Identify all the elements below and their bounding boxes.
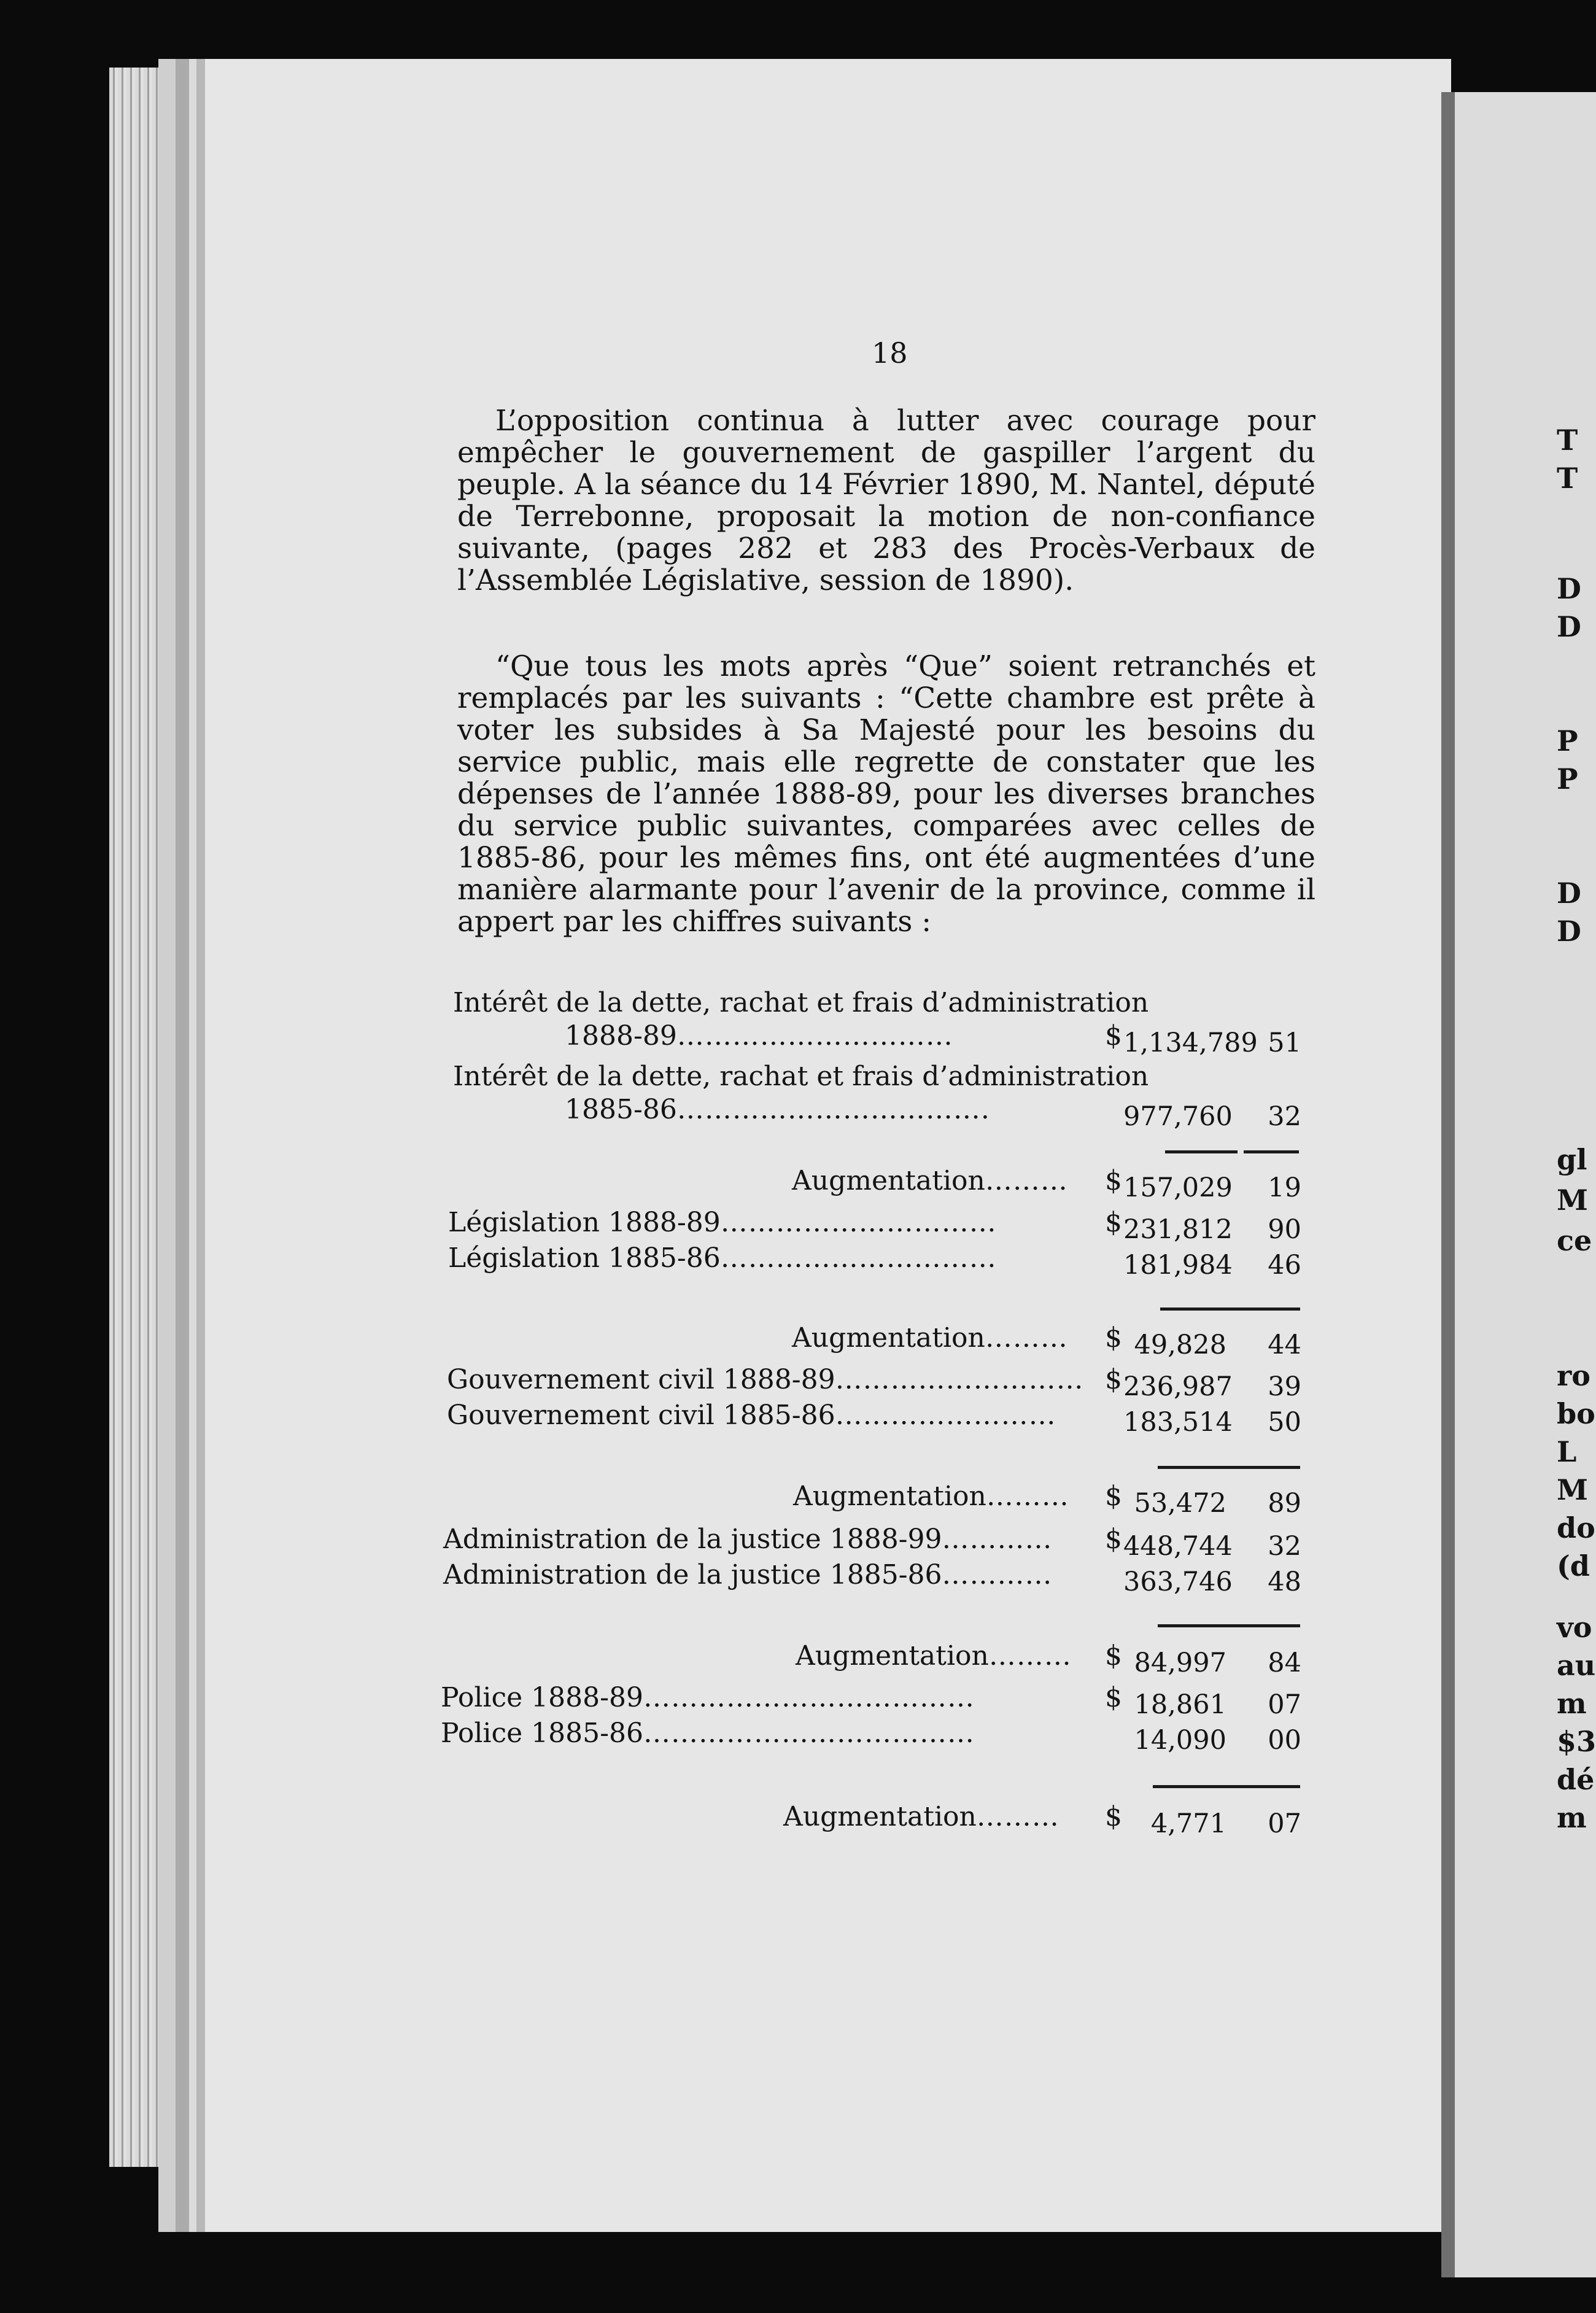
facing-page-fragment: au [1557,1649,1596,1682]
row-leader: ……… [985,1165,1068,1196]
row-leader: ……… [976,1801,1059,1832]
table-row-label [783,1801,1059,1832]
paragraph-opposition: L’opposition continua à lutter avec courage pour empêcher le gouvernement de gaspiller l’argent du peuple. A la séance du 14 Février 1890, M. Nantel, député de Terrebonne, proposait la motion de non-confiance suivante, (pages 282 et 283 des Procès-Verbaux de l’Assemblée Législative, session de 1890). [457,404,1315,597]
row-dollar-sign: $ [1105,1364,1122,1395]
facing-page-fragment: T [1557,424,1578,457]
row-dollar-sign: $ [1105,1640,1122,1672]
row-label: Administration de la justice 1885-86 [443,1559,942,1590]
row-leader: …………………… [835,1400,1056,1431]
facing-page-fragment: P [1557,724,1578,757]
row-label: Législation 1888-89 [448,1207,721,1238]
row-cents: 44 [1268,1330,1301,1360]
row-label: Augmentation [792,1165,985,1196]
facing-page-fragment: M [1557,1473,1588,1506]
row-dollars: 18,861 [1134,1689,1226,1720]
table-row-label [793,1481,1069,1512]
facing-page-fragment: D [1557,877,1581,910]
row-cents: 50 [1268,1407,1301,1438]
body-paragraph-1 [457,405,1315,597]
row-cents: 39 [1268,1371,1301,1402]
row-cents: 00 [1268,1725,1301,1756]
facing-page-fragment: dé [1557,1763,1595,1796]
sum-rule [1158,1624,1300,1627]
row-leader: ……… [985,1322,1068,1354]
row-label: Augmentation [793,1481,986,1512]
row-dollars: 236,987 [1123,1371,1233,1402]
row-label: Gouvernement civil 1888-89 [447,1364,835,1395]
row-dollars: 49,828 [1134,1330,1226,1360]
sum-rule [1153,1785,1300,1788]
row-label: Législation 1885-86 [448,1242,721,1274]
facing-page-fragment: D [1557,610,1581,643]
row-cents: 84 [1268,1648,1301,1678]
row-cents: 07 [1268,1689,1301,1720]
table-row-label [447,1400,1056,1431]
row-cents: 48 [1268,1567,1301,1597]
row-leader: ………………………… [720,1207,997,1238]
table-row-label [447,1364,1084,1395]
interet-label-2: Intérêt de la dette, rachat et frais d’administration [453,1061,1149,1092]
table-row-label [565,1094,990,1125]
row-leader: ………… [942,1559,1053,1590]
table-row-label [565,1020,953,1052]
row-leader: ……… [986,1481,1069,1512]
sum-rule [1158,1466,1300,1469]
row-label: 1888-89 [565,1020,677,1052]
row-label: 1885-86 [565,1094,677,1125]
row-dollars: 183,514 [1123,1407,1233,1438]
table-row-label [448,1242,997,1274]
row-cents: 46 [1268,1250,1301,1280]
row-cents: 51 [1268,1028,1301,1058]
row-leader: ……………………………… [643,1718,975,1749]
row-dollars: 448,744 [1123,1531,1233,1562]
facing-page-fragment: $3 [1557,1725,1596,1758]
row-leader: ……………………………. [676,1094,990,1125]
row-leader: ………………………… [720,1242,997,1274]
facing-page-fragment: (d [1557,1549,1590,1583]
facing-page-fragment: P [1557,762,1578,796]
row-dollars: 181,984 [1123,1250,1233,1280]
facing-page-fragment: D [1557,572,1581,605]
row-dollar-sign: $ [1105,1207,1122,1238]
row-label: Augmentation [792,1322,985,1354]
row-dollars: 14,090 [1134,1725,1226,1756]
facing-page-fragment: m [1557,1687,1587,1720]
table-row-label [441,1718,975,1749]
facing-page-fragment: gl [1557,1143,1587,1176]
row-label: Gouvernement civil 1885-86 [447,1400,835,1431]
facing-page-fragment: D [1557,915,1581,948]
table-row-label [443,1524,1053,1555]
page-number: 18 [872,336,908,370]
sum-rule [1165,1150,1238,1153]
paragraph-motion: “Que tous les mots après “Que” soient retranchés et remplacés par les suivants : “Cette chambre est prête à voter les subsides à Sa Majesté pour les besoins du service public, mais elle regrette de constater que les dépenses de l’année 1888-89, pour les diverses branches du service public suivantes, comparées avec celles de 1885-86, pour les mêmes fins, ont été augmentées d’une manière alarmante pour l’avenir de la province, comme il appert par les chiffres suivants : [457,649,1315,939]
row-dollars: 84,997 [1134,1648,1226,1678]
facing-page-fragment: T [1557,462,1578,495]
row-leader: ………………………… [676,1020,953,1052]
row-label: Administration de la justice 1888-99 [443,1524,942,1555]
row-dollar-sign: $ [1105,1801,1122,1832]
row-label: Police 1888-89 [441,1682,643,1713]
row-label: Police 1885-86 [441,1718,643,1749]
row-dollars: 157,029 [1123,1172,1233,1203]
facing-page-fragment: L [1557,1435,1577,1468]
table-row-label [796,1640,1072,1672]
row-leader: ………… [942,1524,1053,1555]
row-cents: 90 [1268,1214,1301,1245]
row-leader: ……………………… [835,1364,1084,1395]
row-cents: 32 [1268,1531,1301,1562]
facing-page-fragment: do [1557,1511,1595,1544]
body-paragraph-2 [457,651,1315,938]
row-dollars: 4,771 [1150,1808,1226,1839]
table-row-label [441,1682,975,1713]
book-page [158,59,1451,2232]
row-dollar-sign: $ [1105,1322,1122,1354]
row-dollars: 1,134,789 [1123,1028,1258,1058]
sum-rule [1244,1150,1299,1153]
row-label: Augmentation [783,1801,977,1832]
sum-rule [1160,1308,1300,1311]
facing-page-fragment: bo [1557,1397,1595,1430]
table-row-label [792,1165,1068,1196]
facing-page-fragment: vo [1557,1611,1592,1644]
row-dollar-sign: $ [1105,1020,1122,1052]
row-cents: 19 [1268,1172,1301,1203]
row-label: Augmentation [796,1640,989,1672]
row-leader: ……… [988,1640,1072,1672]
row-dollars: 53,472 [1134,1488,1226,1519]
facing-page-fragment: ce [1557,1224,1592,1257]
table-row-label [448,1207,997,1238]
table-row-label [792,1322,1068,1354]
row-leader: ……………………………… [643,1682,975,1713]
row-dollar-sign: $ [1105,1524,1122,1555]
facing-page-fragment: m [1557,1801,1587,1834]
table-row-label [443,1559,1053,1590]
row-dollar-sign: $ [1105,1165,1122,1196]
row-dollars: 977,760 [1123,1101,1233,1132]
facing-page-fragment: ro [1557,1359,1590,1392]
row-cents: 07 [1268,1808,1301,1839]
row-cents: 89 [1268,1488,1301,1519]
row-dollars: 363,746 [1123,1567,1233,1597]
row-dollar-sign: $ [1105,1682,1122,1713]
row-cents: 32 [1268,1101,1301,1132]
row-dollars: 231,812 [1123,1214,1233,1245]
page-edge [109,68,158,2167]
facing-page-fragment: M [1557,1184,1588,1217]
row-dollar-sign: $ [1105,1481,1122,1512]
interet-label-1: Intérêt de la dette, rachat et frais d’administration [453,987,1149,1018]
